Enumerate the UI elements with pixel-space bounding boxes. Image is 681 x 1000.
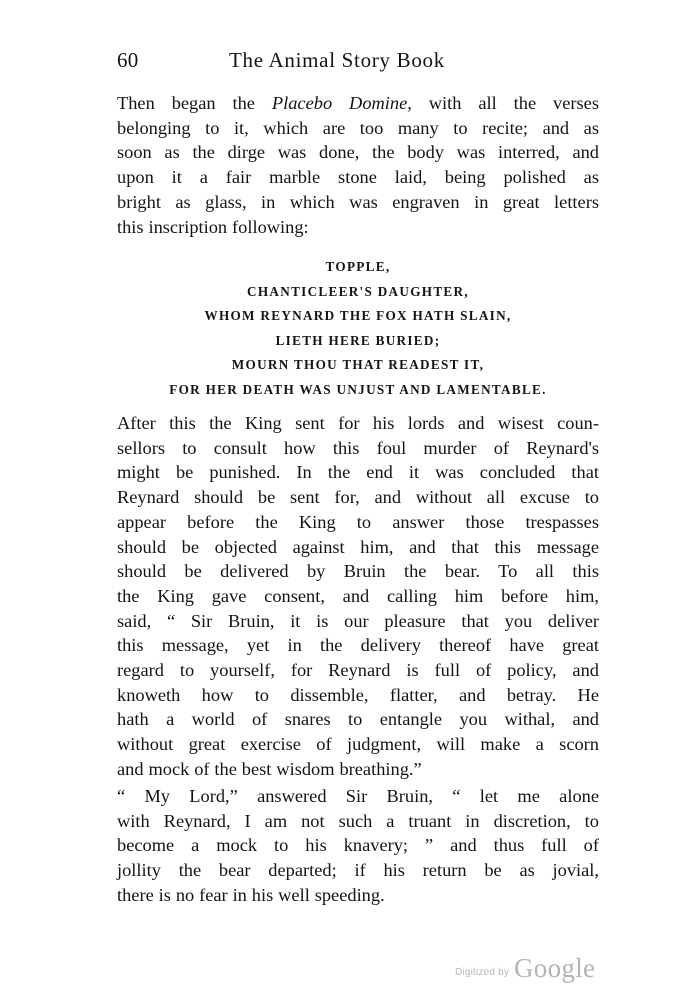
epitaph-inscription <box>117 255 599 402</box>
text-line: bright as glass, in which was engraven in great letters <box>117 191 599 212</box>
text-line: soon as the dirge was done, the body was interred, and <box>117 142 599 163</box>
paragraph-2 <box>117 411 599 782</box>
paragraph-1 <box>117 91 599 239</box>
text-line: upon it a fair marble stone laid, being polished as <box>117 167 599 188</box>
text-line: After this the King sent for his lords and wisest coun- <box>117 413 599 433</box>
text-line: with Reynard, I am not such a truant in discretion, to <box>117 810 599 831</box>
text-line: belonging to it, which are too many to recite; and as <box>117 117 599 138</box>
epitaph-line: MOURN THOU THAT READEST IT, <box>231 357 485 372</box>
page-header <box>117 48 599 76</box>
text-line: and mock of the best wisdom breathing.” <box>117 758 422 779</box>
paragraph-3 <box>117 784 599 908</box>
text-line: jollity the bear departed; if his return be as jovial, <box>117 860 599 881</box>
text-line: regard to yourself, for Reynard is full of policy, and <box>117 660 599 681</box>
running-title: The Animal Story Book <box>229 48 445 72</box>
text-line: Reynard should be sent for, and without all excuse to <box>117 487 599 508</box>
watermark-caption: Digitized by <box>455 967 510 978</box>
text-segment: Then began the <box>117 93 272 113</box>
text-segment: with all the verses <box>411 93 599 113</box>
text-line <box>117 91 599 116</box>
text-line: hath a world of snares to entangle you withal, and <box>117 709 599 730</box>
text-line: “ My Lord,” answered Sir Bruin, “ let me alone <box>117 786 599 806</box>
epitaph-line: WHOM REYNARD THE FOX HATH SLAIN, <box>204 308 512 323</box>
epitaph-line: FOR HER DEATH WAS UNJUST AND LAMENTABLE. <box>169 381 547 397</box>
text-line: this message, yet in the delivery thereof have great <box>117 635 599 656</box>
text-line: without great exercise of judgment, will make a scorn <box>117 734 599 755</box>
text-line: this inscription following: <box>117 216 309 237</box>
text-line: appear before the King to answer those trespasses <box>117 511 599 532</box>
page-number: 60 <box>117 48 139 72</box>
epitaph-line: TOPPLE, <box>325 259 391 274</box>
text-line: should be delivered by Bruin the bear. To all this <box>117 561 599 582</box>
text-line: there is no fear in his well speeding. <box>117 884 385 905</box>
text-line: should be objected against him, and that this message <box>117 536 599 557</box>
text-line: said, “ Sir Bruin, it is our pleasure that you deliver <box>117 610 599 631</box>
text-line: knoweth how to dissemble, flatter, and betray. He <box>117 684 599 705</box>
text-line: become a mock to his knavery; ” and thus full of <box>117 835 599 856</box>
text-line: might be punished. In the end it was concluded that <box>117 462 599 483</box>
google-logo: Google <box>514 953 596 983</box>
epitaph-line: LIETH HERE BURIED; <box>275 332 441 348</box>
italic-title: Placebo Domine, <box>271 93 412 113</box>
digitized-by-google-watermark <box>455 955 605 987</box>
epitaph-line: CHANTICLEER'S DAUGHTER, <box>247 283 469 299</box>
text-line: sellors to consult how this foul murder of Reynard's <box>117 437 599 458</box>
text-line: the King gave consent, and calling him before him, <box>117 585 599 606</box>
